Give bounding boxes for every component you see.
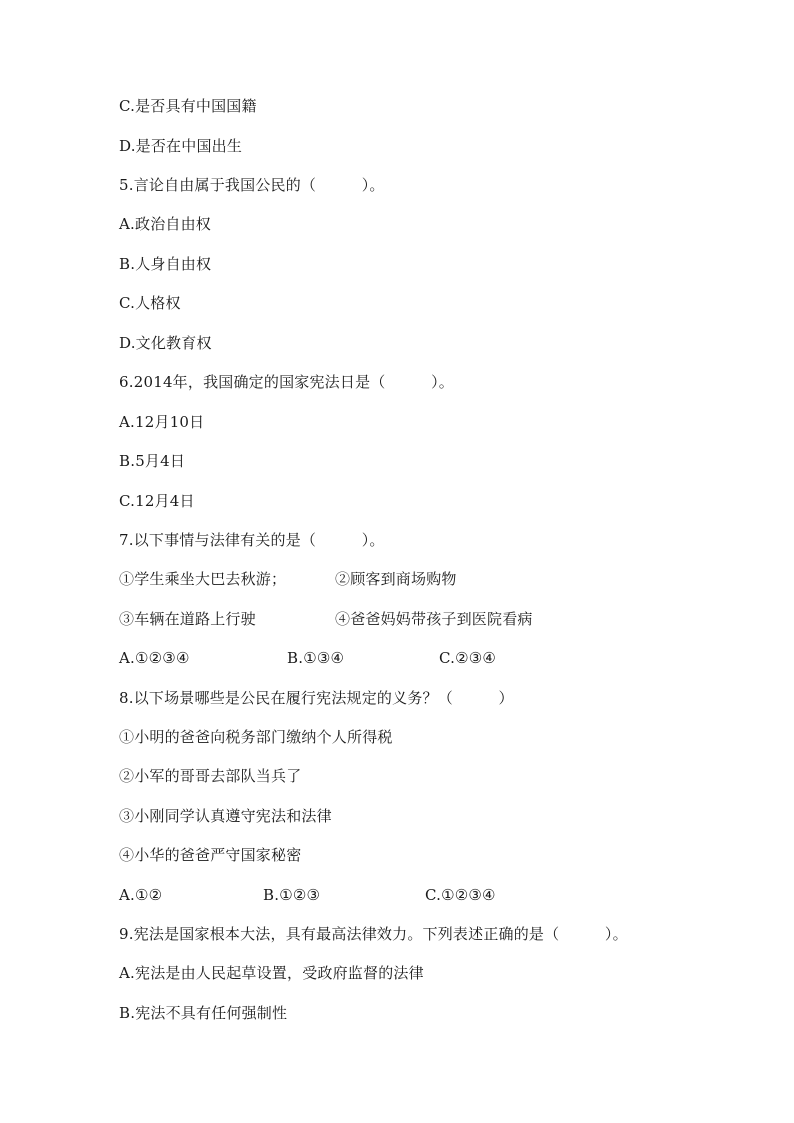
q4-option-c: C.是否具有中国国籍 <box>119 97 257 115</box>
q8-option-c: C.①②③④ <box>425 886 496 904</box>
q7-stem: 7.以下事情与法律有关的是（ ）。 <box>119 531 385 549</box>
q9-option-b: B.宪法不具有任何强制性 <box>119 1004 288 1022</box>
q5-option-c: C.人格权 <box>119 294 181 312</box>
q5-option-b: B.人身自由权 <box>119 255 212 273</box>
q9-option-a: A.宪法是由人民起草设置，受政府监督的法律 <box>119 964 424 982</box>
q8-stem: 8.以下场景哪些是公民在履行宪法规定的义务？（ ） <box>119 689 514 707</box>
q8-item-1: ①小明的爸爸向税务部门缴纳个人所得税 <box>119 728 393 746</box>
q8-item-2: ②小军的哥哥去部队当兵了 <box>119 767 302 785</box>
q7-item-2: ②顾客到商场购物 <box>335 570 457 588</box>
q7-option-c: C.②③④ <box>439 649 497 667</box>
q5-option-d: D.文化教育权 <box>119 334 212 352</box>
q6-option-a: A.12月10日 <box>119 413 205 431</box>
q8-option-b: B.①②③ <box>263 886 321 904</box>
q7-option-b: B.①③④ <box>287 649 345 667</box>
q7-item-3: ③车辆在道路上行驶 <box>119 610 256 628</box>
q6-option-b: B.5月4日 <box>119 452 186 470</box>
q7-item-4: ④爸爸妈妈带孩子到医院看病 <box>335 610 533 628</box>
q8-item-3: ③小刚同学认真遵守宪法和法律 <box>119 807 332 825</box>
q7-option-a: A.①②③④ <box>119 649 190 667</box>
q5-stem: 5.言论自由属于我国公民的（ ）。 <box>119 176 385 194</box>
q9-stem: 9.宪法是国家根本大法，具有最高法律效力。下列表述正确的是（ ）。 <box>119 925 628 943</box>
q4-option-d: D.是否在中国出生 <box>119 137 243 155</box>
q6-stem: 6.2014年，我国确定的国家宪法日是（ ）。 <box>119 373 454 391</box>
q5-option-a: A.政治自由权 <box>119 215 212 233</box>
q8-item-4: ④小华的爸爸严守国家秘密 <box>119 846 302 864</box>
q8-option-a: A.①② <box>119 886 163 904</box>
q6-option-c: C.12月4日 <box>119 492 195 510</box>
q7-item-1: ①学生乘坐大巴去秋游； <box>119 570 287 588</box>
